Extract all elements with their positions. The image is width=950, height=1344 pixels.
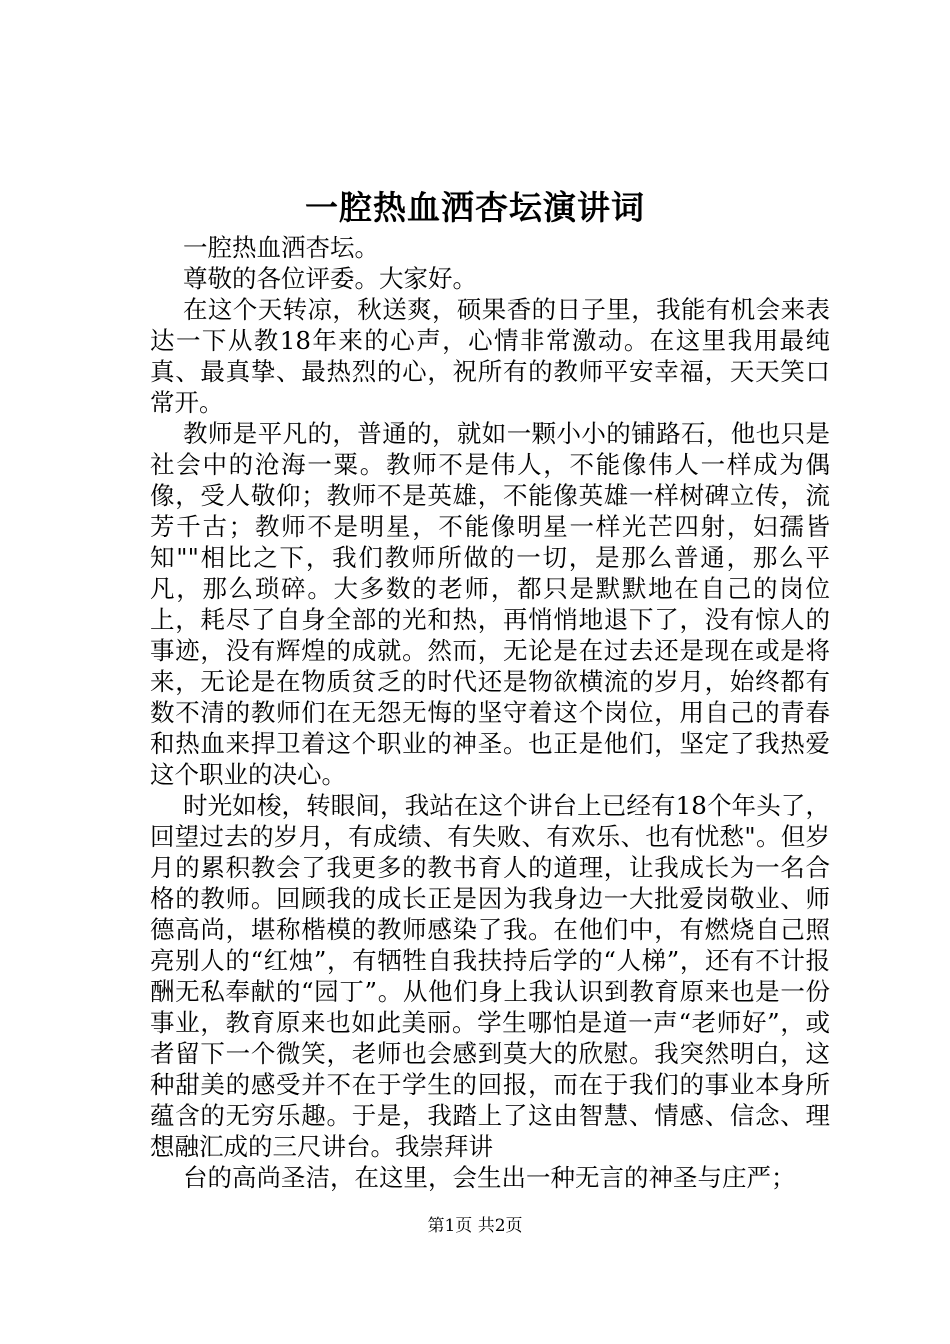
paragraph-1: 一腔热血洒杏坛。 bbox=[183, 233, 379, 262]
document-body bbox=[150, 232, 830, 1193]
paragraph-2: 尊敬的各位评委。大家好。 bbox=[183, 264, 477, 293]
paragraph-3: 在这个天转凉，秋送爽，硕果香的日子里，我能有机会来表达一下从教18年来的心声，心情非常激动。在这里我用最纯真、最真挚、最热烈的心，祝所有的教师平安幸福，天天笑口常开。 bbox=[150, 295, 830, 417]
paragraph-4: 教师是平凡的，普通的，就如一颗小小的铺路石，他也只是社会中的沧海一粟。教师不是伟人，不能像伟人一样成为偶像，受人敬仰；教师不是英雄，不能像英雄一样树碑立传，流芳千古；教师不是明星，不能像明星一样光芒四射，妇孺皆知""相比之下，我们教师所做的一切，是那么普通，那么平凡，那么琐碎。大多数的老师，都只是默默地在自己的岗位上，耗尽了自身全部的光和热，再悄悄地退下了，没有惊人的事迹，没有辉煌的成就。然而，无论是在过去还是现在或是将来，无论是在物质贫乏的时代还是物欲横流的岁月，始终都有数不清的教师们在无怨无悔的坚守着这个岗位，用自己的青春和热血来捍卫着这个职业的神圣。也正是他们，坚定了我热爱这个职业的决心。 bbox=[150, 419, 830, 789]
page-footer: 第1页 共2页 bbox=[427, 1216, 523, 1236]
document-title: 一腔热血洒杏坛演讲词 bbox=[305, 188, 645, 227]
paragraph-5: 时光如梭，转眼间，我站在这个讲台上已经有18个年头了，回望过去的岁月，有成绩、有失败、有欢乐、也有忧愁"。但岁月的累积教会了我更多的教书育人的道理，让我成长为一名合格的教师。回顾我的成长正是因为我身边一大批爱岗敬业、师德高尚，堪称楷模的教师感染了我。在他们中，有燃烧自己照亮别人的“红烛”，有牺牲自我扶持后学的“人梯”，还有不计报酬无私奉献的“园丁”。从他们身上我认识到教育原来也是一份事业，教育原来也如此美丽。学生哪怕是道一声“老师好”，或者留下一个微笑，老师也会感到莫大的欣慰。我突然明白，这种甜美的感受并不在于学生的回报，而在于我们的事业本身所蕴含的无穷乐趣。于是，我踏上了这由智慧、情感、信念、理想融汇成的三尺讲台。我崇拜讲 bbox=[150, 791, 830, 1161]
paragraph-6: 台的高尚圣洁，在这里，会生出一种无言的神圣与庄严； bbox=[183, 1163, 796, 1192]
